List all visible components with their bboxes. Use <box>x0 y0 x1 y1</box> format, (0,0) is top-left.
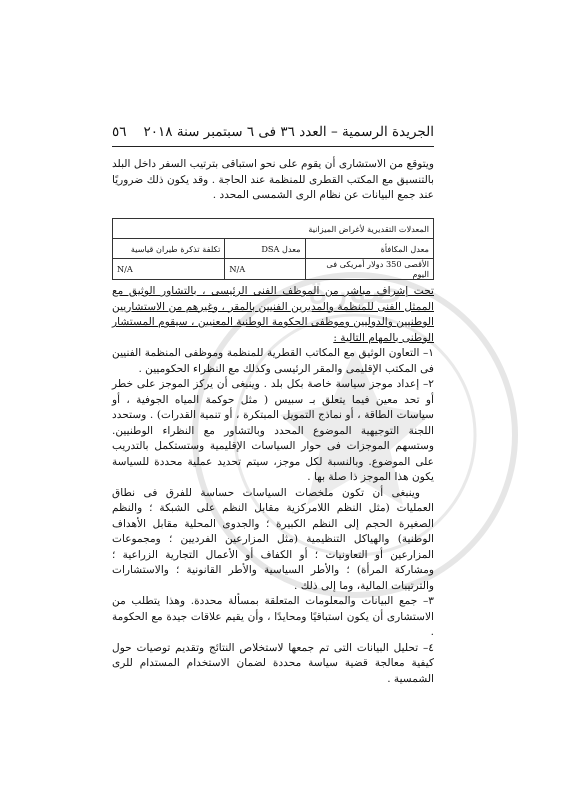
page-header <box>112 124 434 144</box>
task-item: ٢– إعداد موجز سياسة خاصة بكل بلد . وينبغى أن يركز الموجز على خطر أو تحد معين فيما يتعلق بـ سبيس ( مثل حوكمة المياه الجوفية ، أو سياسات الطاقة ، أو نماذج التمويل المبتكرة ، أو تنمية القدرات) . وستحدد اللجنة التوجيهية الموضوع المحدد وبالتشاور مع النظراء الوطنيين. وستسهم الموجزات فى حوار السياسات الإقليمية وستستكمل بالتدريب على الموضوع. وبالنسبة لكل موجز، سيتم تحديد عملية محددة للسياسة يكون هذا الموجز ذا صلة بها . <box>112 378 434 483</box>
task-item: ٤– تحليل البيانات التى تم جمعها لاستخلاص النتائج وتقديم توصيات حول كيفية معالجة قضية سياسة محددة لضمان الاستخدام المستدام للرى الشمسية . <box>112 641 434 685</box>
intro-paragraph: ويتوقع من الاستشارى أن يقوم على نحو استباقى بترتيب السفر داخل البلد بالتنسيق مع المكتب القطرى للمنظمة عند الحاجة . وقد يكون ذلك ضروريًا عند جمع البيانات عن نظام الرى الشمسى المحدد . <box>112 158 434 201</box>
table-row <box>113 259 434 280</box>
budget-table <box>112 218 434 280</box>
table-cell: الأقصى 350 دولار أمريكى فى اليوم <box>305 259 433 280</box>
table-header-cell: معدل المكافأة <box>305 239 433 259</box>
table-header-cell: تكلفة تذكرة طيران قياسية <box>113 239 225 259</box>
svg-text:صورة: صورة <box>307 267 403 313</box>
body-paragraph: وينبغى أن تكون ملخصات السياسات حساسة للفرق فى نطاق العمليات (مثل النظم اللامركزية مقابل النظم على الشبكة ؛ والنظم الصغيرة الحجم إلى النظم الكبيرة ؛ والجدوى المحلية مقابل الأهداف الوطنية) والهياكل التنظيمية (مثل المزارعين الفرديين ؛ ومجموعات المزارعين أو التعاونيات ؛ أو الكفاف أو الأعمال التجارية الزراعية ؛ ومشاركة المرأة) ؛ والأطر السياسية والأطر القانونية ؛ والاستشارات والترتيبات المالية، وما إلى ذلك . <box>112 486 434 592</box>
gazette-title: الجريدة الرسمية – العدد ٣٦ فى ٦ سبتمبر سنة ٢٠١٨ <box>143 124 434 140</box>
page-number: ٥٦ <box>112 124 127 140</box>
body-text <box>112 284 434 687</box>
table-header-row <box>113 239 434 259</box>
table-caption: المعدلات التقديرية لأغراض الميزانية <box>113 219 434 239</box>
task-item: ٣– جمع البيانات والمعلومات المتعلقة بمسألة محددة. وهذا يتطلب من الاستشارى أن يكون استباقيًا ومحايدًا ، وأن يقيم علاقات جيدة مع الحكومة . <box>112 595 434 638</box>
table-cell: N/A <box>113 259 225 280</box>
task-item: ١– التعاون الوثيق مع المكاتب القطرية للمنظمة وموظفى المنظمة الفنيين فى المكتب الإقليمى والمقر الرئيسى وكذلك مع النظراء الحكوميين . <box>112 347 434 375</box>
table-cell: N/A <box>225 259 305 280</box>
header-rule <box>112 146 434 147</box>
table-header-cell: معدل DSA <box>225 239 305 259</box>
supervision-paragraph: تحت إشراف مباشر من الموظف الفنى الرئيسى ، بالتشاور الوثيق مع الممثل الفنى للمنظمة والمديرين الفنيين بالمقر ، وغيرهم من الاستشاريين الوطنيين والدوليين وموظفى الحكومة الوطنية المعنيين ، سيقوم المستشار الوطنى بالمهام التالية : <box>112 285 434 344</box>
